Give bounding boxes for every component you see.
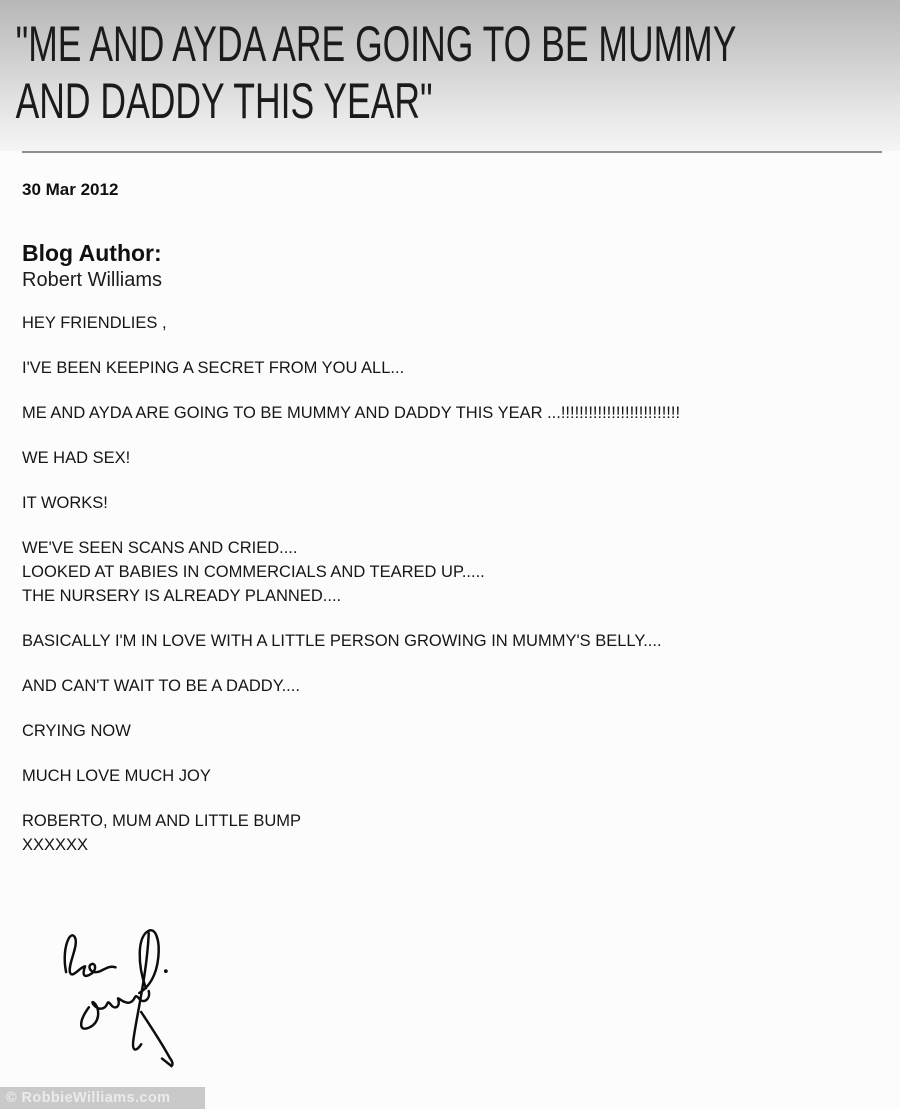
paragraph-line: HEY FRIENDLIES , (22, 314, 167, 332)
paragraph-line: CRYING NOW (22, 722, 131, 740)
post-date: 30 Mar 2012 (22, 180, 119, 199)
signature-dot (164, 969, 168, 973)
header-divider (22, 151, 882, 153)
paragraph (22, 491, 880, 515)
paragraph-line: WE HAD SEX! (22, 449, 131, 467)
signature-stroke-tail (141, 1012, 172, 1066)
post-content (0, 180, 900, 1069)
paragraph (22, 311, 880, 335)
paragraph-line: ROBERTO, MUM AND LITTLE BUMP (22, 812, 302, 830)
paragraph (22, 401, 880, 425)
paragraph (22, 719, 880, 743)
paragraph-line: BASICALLY I'M IN LOVE WITH A LITTLE PERSON GROWING IN MUMMY'S BELLY.... (22, 632, 662, 650)
signature-stroke-love (65, 935, 116, 976)
paragraph-line: I'VE BEEN KEEPING A SECRET FROM YOU ALL... (22, 359, 405, 377)
paragraph (22, 629, 880, 653)
paragraph-line: ME AND AYDA ARE GOING TO BE MUMMY AND DADDY THIS YEAR ...!!!!!!!!!!!!!!!!!!!!!!!!!! (22, 404, 681, 422)
page-title-line-2: AND DADDY THIS YEAR" (15, 73, 433, 129)
paragraph-line: MUCH LOVE MUCH JOY (22, 767, 211, 785)
paragraph (22, 674, 880, 698)
paragraph (22, 446, 880, 470)
copyright-watermark: © RobbieWilliams.com (0, 1087, 205, 1109)
paragraph-line: THE NURSERY IS ALREADY PLANNED.... (22, 587, 342, 605)
paragraph-line: AND CAN'T WAIT TO BE A DADDY.... (22, 677, 300, 695)
paragraph-line: LOOKED AT BABIES IN COMMERCIALS AND TEARED UP..... (22, 563, 485, 581)
paragraph-line: IT WORKS! (22, 494, 108, 512)
signature-love-robbie-icon (50, 917, 200, 1069)
page-title (0, 0, 737, 130)
paragraph (22, 809, 880, 857)
blog-author-label: Blog Author: (22, 240, 162, 266)
page-title-line-1: "ME AND AYDA ARE GOING TO BE MUMMY (15, 16, 737, 72)
blog-author-name: Robert Williams (22, 269, 163, 291)
post-body (22, 311, 880, 857)
page-header (0, 0, 900, 151)
paragraph (22, 536, 880, 608)
paragraph (22, 764, 880, 788)
paragraph (22, 356, 880, 380)
paragraph-line: WE'VE SEEN SCANS AND CRIED.... (22, 539, 298, 557)
paragraph-line: XXXXXX (22, 836, 89, 854)
